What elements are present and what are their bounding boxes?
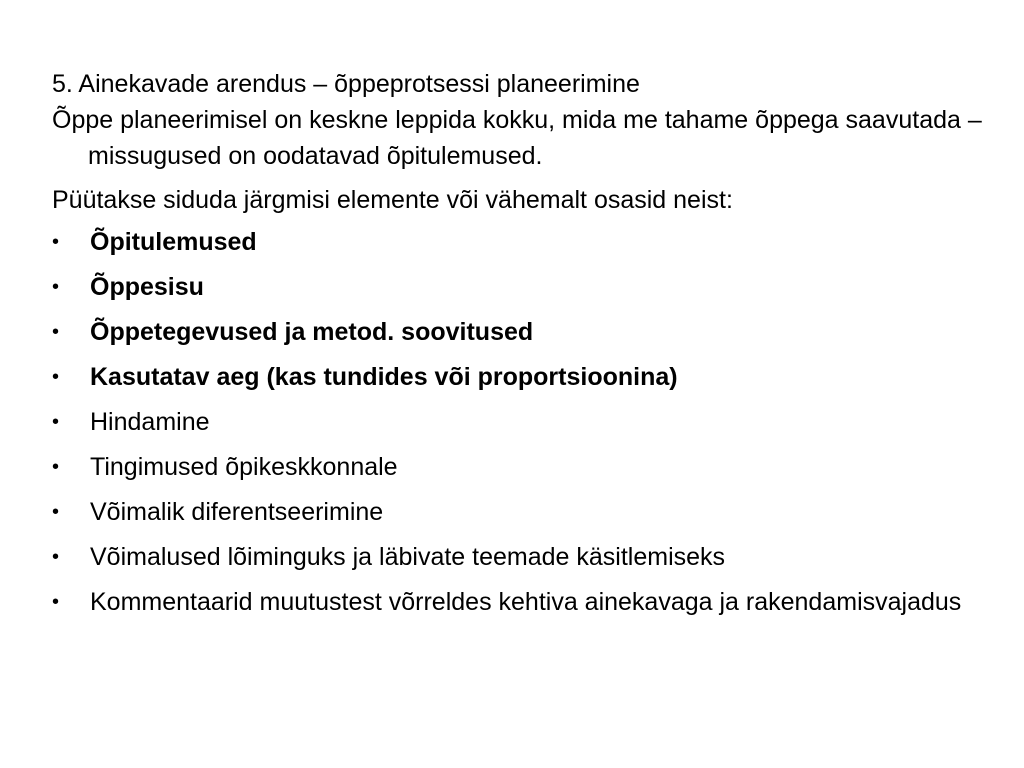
list-item xyxy=(52,404,984,440)
bullet-icon: • xyxy=(52,546,60,568)
list-item xyxy=(52,269,984,305)
list-item-text: Võimalik diferentseerimine xyxy=(90,498,384,526)
list-item-text: Võimalused lõiminguks ja läbivate teemade käsitlemiseks xyxy=(90,543,726,571)
list-item xyxy=(52,494,984,530)
list-item-text: Hindamine xyxy=(90,408,210,436)
bullet-icon: • xyxy=(52,411,60,433)
bullet-list xyxy=(52,224,984,620)
list-item-text: Tingimused õpikeskkonnale xyxy=(90,453,398,481)
bullet-icon: • xyxy=(52,276,60,298)
bullet-icon: • xyxy=(52,231,60,253)
list-item xyxy=(52,449,984,485)
list-item-text: Kommentaarid muutustest võrreldes kehtiva ainekavaga ja rakendamisvajadus xyxy=(90,588,962,616)
bullet-icon: • xyxy=(52,591,60,613)
list-item-text: Kasutatav aeg (kas tundides või proportsioonina) xyxy=(90,363,678,391)
list-item-text: Õppesisu xyxy=(90,273,204,301)
list-item-text: Õppetegevused ja metod. soovitused xyxy=(90,318,534,346)
list-item xyxy=(52,539,984,575)
bullet-icon: • xyxy=(52,321,60,343)
bullet-icon: • xyxy=(52,501,60,523)
list-item xyxy=(52,224,984,260)
list-item xyxy=(52,314,984,350)
list-item-text: Õpitulemused xyxy=(90,228,257,256)
lead-paragraph: Püütakse siduda järgmisi elemente või vähemalt osasid neist: xyxy=(52,186,733,214)
bullet-icon: • xyxy=(52,366,60,388)
list-item xyxy=(52,584,984,620)
intro-paragraph: Õppe planeerimisel on keskne leppida kokku, mida me tahame õppega saavutada – missugused on oodatavad õpitulemused. xyxy=(52,106,982,170)
bullet-icon: • xyxy=(52,456,60,478)
slide-heading: 5. Ainekavade arendus – õppeprotsessi planeerimine xyxy=(52,70,640,98)
list-item xyxy=(52,359,984,395)
